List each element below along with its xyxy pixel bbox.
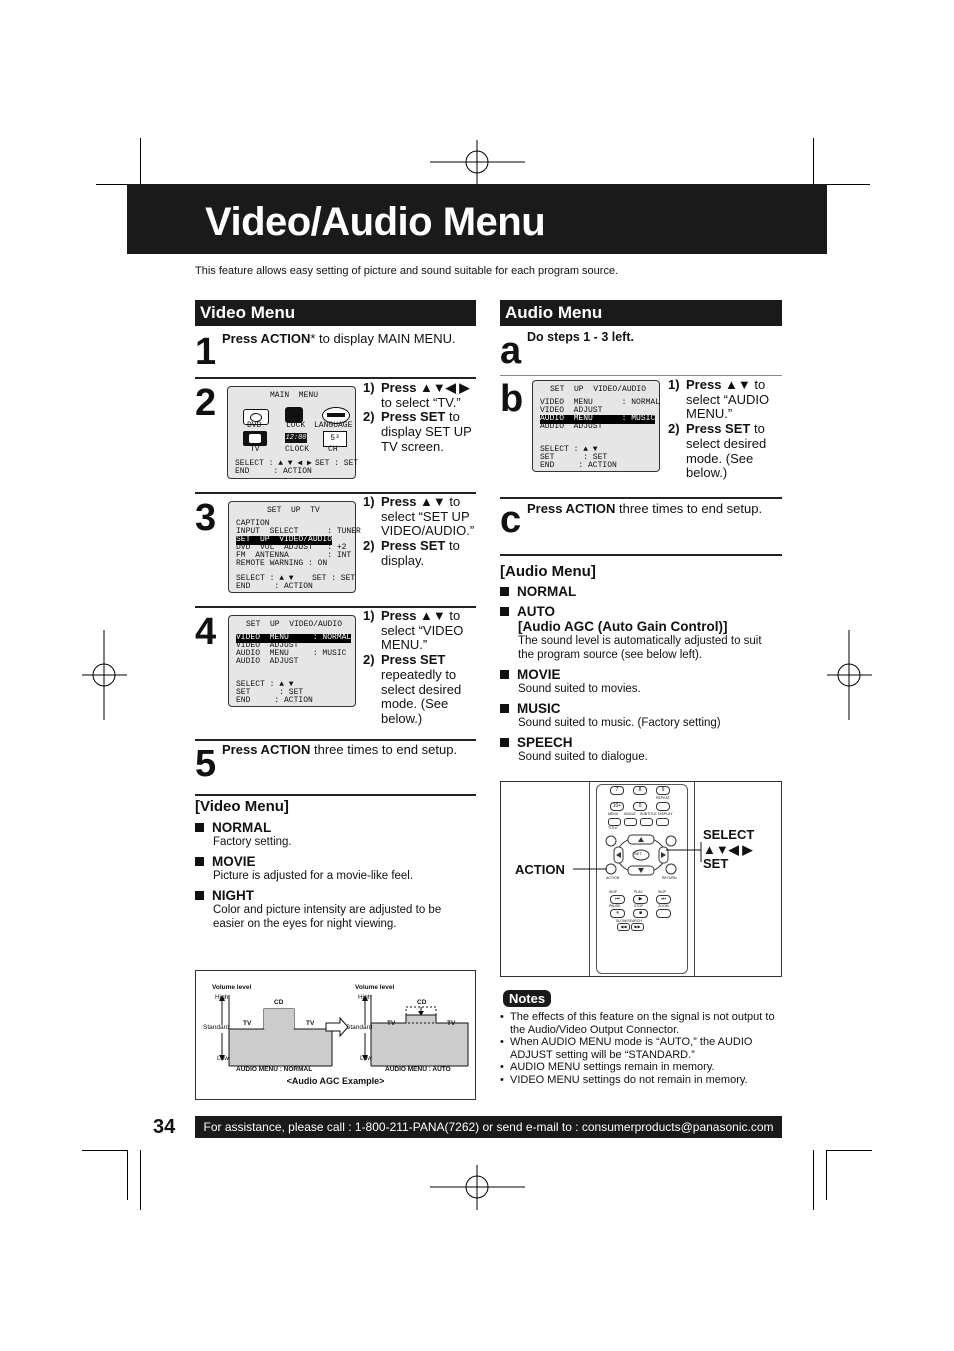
audio-menu-heading: Audio Menu [500,300,782,326]
divider [195,794,476,796]
registration-mark-left [82,630,127,720]
step-1-number: 1 [195,331,217,373]
option-normal: NORMAL [500,584,782,599]
note-item: • When AUDIO MENU mode is “AUTO,” the AUDIO ADJUST setting will be “STANDARD.” [500,1036,780,1061]
intro-text: This feature allows easy setting of picture and sound suitable for each program source. [195,265,619,277]
divider [500,497,782,499]
divider [500,554,782,556]
registration-mark-right [827,630,872,720]
notes-badge: Notes [503,990,551,1007]
step-3-number: 3 [195,497,217,539]
divider [500,375,782,376]
option-movie: MOVIE [195,854,475,869]
option-night: NIGHT [195,888,475,903]
step-c-text: Press ACTION three times to end setup. [527,501,763,516]
step-1-text: Press ACTION* to display MAIN MENU. [222,331,456,346]
agc-caption: <Audio AGC Example> [286,1076,385,1086]
key-10-plus[interactable]: 10+ [610,802,624,811]
audio-agc-diagram: Volume level High Standard Low CD TV TV AUDIO MENU : NORMAL Volume level High Standard Low CD TV TV AUDIO MENU : AUTO <Audio AGC Example> [195,970,476,1100]
channel-icon: 5³ [323,431,347,447]
key-7[interactable]: 7 [610,786,624,795]
clock-icon: 12:00 [285,434,307,442]
callout-lines [501,782,781,977]
footer-contact: For assistance, please call : 1-800-211-PANA(7262) or send e-mail to : consumerproducts@panasonic.com [195,1116,782,1138]
option-music: MUSIC [500,701,782,716]
note-item: • VIDEO MENU settings do not remain in memory. [500,1074,780,1087]
page-title: Video/Audio Menu [205,200,546,244]
slow-fwd-key[interactable]: ▶▶ [631,923,644,931]
divider [195,377,476,379]
registration-mark-top [430,140,525,185]
slow-rev-key[interactable]: ◀◀ [617,923,630,931]
option-speech: SPEECH [500,735,782,750]
registration-mark-bottom [430,1165,525,1210]
page-number: 34 [153,1116,176,1138]
osd-audio-menu: SET UP VIDEO/AUDIO VIDEO MENU : NORMAL VIDEO ADJUST AUDIO MENU : MUSIC AUDIO ADJUST SELECT : ▲ ▼ SET : SET END : ACTION [532,380,660,472]
step-5-text: Press ACTION three times to end setup. [222,742,458,757]
step-b-instructions: 1) Press ▲▼ to select “AUDIO MENU.” 2) Press SET to select desired mode. (See below.) [668,377,770,481]
step-5-number: 5 [195,743,217,785]
audio-options-list: NORMAL AUTO [Audio AGC (Auto Gain Control)] The sound level is automatically adjusted to suit the program source (see below left). MOVIE Sound suited to movies. MUSIC Sound suited to music. (Factory setting) SPEECH Sound suited to dialogue. [500,584,782,764]
step-a-text: Do steps 1 - 3 left. [527,330,634,344]
skip-forward-key[interactable]: ⏭ [656,895,671,904]
note-item: • The effects of this feature on the signal is not output to the Audio/Video Output Connector. [500,1011,780,1036]
step-4-number: 4 [195,611,217,653]
step-3-instructions: 1) Press ▲▼ to select “SET UP VIDEO/AUDIO.” 2) Press SET to display. [363,494,475,568]
step-a-letter: a [500,330,522,372]
option-movie: MOVIE [500,667,782,682]
play-key[interactable]: ▶ [633,895,648,904]
osd-main-menu: MAIN MENU DVD LOCK LANGUAGE TV 12:00 CLOCK 5³ CH SELECT : ▲ ▼ ◀ ▶ SET : SET END : ACTION [227,386,356,479]
audio-options-heading: [Audio Menu] [500,563,596,580]
notes-list [500,1011,780,1086]
option-auto: AUTO [500,604,782,619]
option-normal: NORMAL [195,820,475,835]
divider [195,739,476,741]
osd-video-menu: SET UP VIDEO/AUDIO VIDEO MENU : NORMAL VIDEO ADJUST AUDIO MENU : MUSIC AUDIO ADJUST SELECT : ▲ ▼ SET : SET END : ACTION [228,615,356,707]
skip-back-key[interactable]: ⏮ [610,895,625,904]
remote-illustration [500,781,782,977]
key-8[interactable]: 8 [633,786,647,795]
video-options-heading: [Video Menu] [195,798,289,815]
video-menu-heading: Video Menu [195,300,476,326]
select-set-label: SELECT ▲▼◀ ▶ SET [703,827,755,871]
action-label: ACTION [515,862,565,877]
step-c-letter: c [500,499,522,541]
key-0[interactable]: 0 [633,802,647,811]
step-2-number: 2 [195,382,217,424]
note-item: • AUDIO MENU settings remain in memory. [500,1061,780,1074]
remote-control: 7 8 9 10+ 0 REPEAT MENU ANGLE SUBTITLE DISPLAY TITLE SET ACTION RETURN SKIP PLAY SKIP ⏮ ▶ ⏭ PAUSE STOP ZOOM ⏸ ■ SLOW/SEARCH ◀◀ ▶▶ [589,782,695,976]
step-b-letter: b [500,378,524,420]
step-4-instructions: 1) Press ▲▼ to select “VIDEO MENU.” 2) Press SET repeatedly to select desired mode. (See below.) [363,608,464,726]
pause-key[interactable]: ⏸ [610,909,625,918]
osd-setup-tv: SET UP TV CAPTION INPUT SELECT : TUNER SET UP VIDEO/AUDIO DVD VOL ADJUST : +2 FM ANTENNA : INT REMOTE WARNING : ON SELECT : ▲ ▼ SET : SET END : ACTION [228,501,356,593]
key-9[interactable]: 9 [656,786,670,795]
stop-key[interactable]: ■ [633,909,648,918]
video-options-list: NORMAL Factory setting. MOVIE Picture is adjusted for a movie-like feel. NIGHT Color and picture intensity are adjusted to be easier on the eyes for night viewing. [195,820,475,931]
step-2-instructions: 1) Press ▲▼◀ ▶ to select “TV.” 2) Press SET to display SET UP TV screen. [363,380,472,454]
tv-icon [243,431,267,446]
